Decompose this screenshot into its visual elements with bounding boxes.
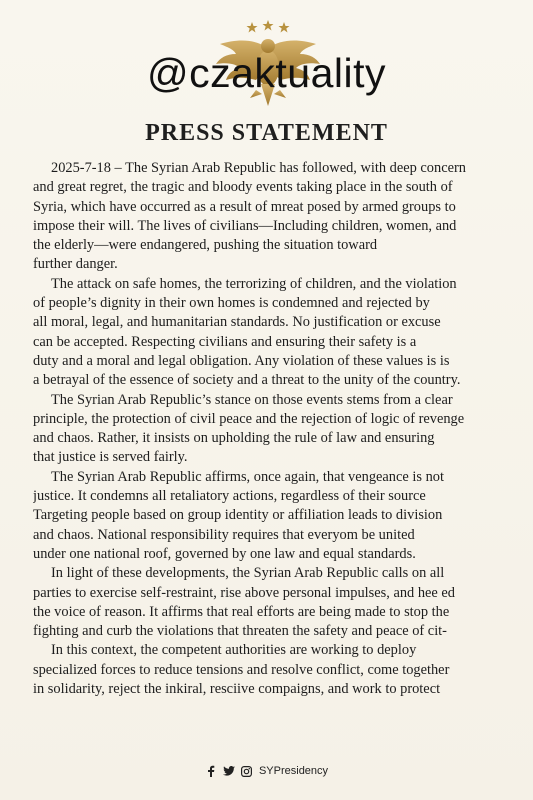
paragraph-line: parties to exercise self-restraint, rise above personal impulses, and hee ed [33, 584, 455, 601]
paragraph-line: duty and a moral and legal obligation. Any violation of these values is is [33, 352, 450, 369]
paragraph-line: the voice of reason. It affirms that real efforts are being made to stop the [33, 603, 450, 620]
paragraph-line: fighting and curb the violations that threaten the safety and peace of cit- [33, 623, 447, 640]
paragraph-line: and chaos. National responsibility requires that everyom be united [33, 526, 415, 543]
paragraph-first-line: 2025-7-18 – The Syrian Arab Republic has followed, with deep concern [51, 160, 466, 176]
footer-handle[interactable]: SYPresidency [258, 765, 329, 777]
paragraph-line: principle, the protection of civil peace and the rejection of logic of revenge [33, 410, 465, 427]
paragraph-line: Syria, which have occurred as a result of mreat posed by armed groups to [33, 198, 456, 215]
paragraph-line: of people’s dignity in their own homes is condemned and rejected by [33, 295, 430, 312]
stars-icon [247, 20, 290, 33]
paragraph-line: the elderly—were endangered, pushing the situation toward [33, 237, 378, 254]
paragraph-first-line: In this context, the competent authorities are working to deploy [51, 642, 417, 659]
paragraph-first-line: The attack on safe homes, the terrorizing of children, and the violation [51, 275, 457, 292]
paragraph-line: under one national roof, governed by one law and equal standards. [33, 545, 416, 562]
paragraph-first-line: The Syrian Arab Republic’s stance on those events stems from a clear [51, 391, 453, 408]
paragraph-line: that justice is served fairly. [33, 449, 188, 466]
paragraph-line: a betrayal of the essence of society and a threat to the unity of the country. [33, 372, 461, 389]
paragraph-line: justice. It condemns all retaliatory actions, regardless of their source [33, 488, 426, 505]
twitter-icon[interactable] [223, 765, 235, 777]
paragraph-line: further danger. [33, 256, 118, 273]
page-title: PRESS STATEMENT [145, 120, 388, 146]
paragraph-line: in solidarity, reject the inkiral, resciive compaigns, and work to protect [33, 681, 441, 698]
paragraph-first-line: The Syrian Arab Republic affirms, once again, that vengeance is not [51, 468, 444, 485]
facebook-icon[interactable] [205, 765, 217, 777]
paragraph-line: Targeting people based on group identity or affiliation leads to division [33, 507, 443, 524]
paragraph-line: specialized forces to reduce tensions and resolve conflict, come together [33, 661, 450, 678]
paragraph-line: and great regret, the tragic and bloody events taking place in the south of [33, 179, 453, 196]
paragraph-line: can be accepted. Respecting civilians and ensuring their safety is a [33, 333, 417, 350]
paragraph-line: and chaos. Rather, it insists on upholding the rule of law and ensuring [33, 430, 435, 447]
social-footer [0, 765, 533, 777]
paragraph-line: all moral, legal, and humanitarian standards. No justification or excuse [33, 314, 441, 331]
instagram-icon[interactable] [241, 765, 253, 777]
watermark-handle: @czaktuality [146, 50, 387, 96]
paragraph-line: impose their will. The lives of civilians—Including children, women, and [33, 217, 457, 234]
paragraph-first-line: In light of these developments, the Syrian Arab Republic calls on all [51, 565, 445, 582]
statement-body [33, 159, 503, 699]
